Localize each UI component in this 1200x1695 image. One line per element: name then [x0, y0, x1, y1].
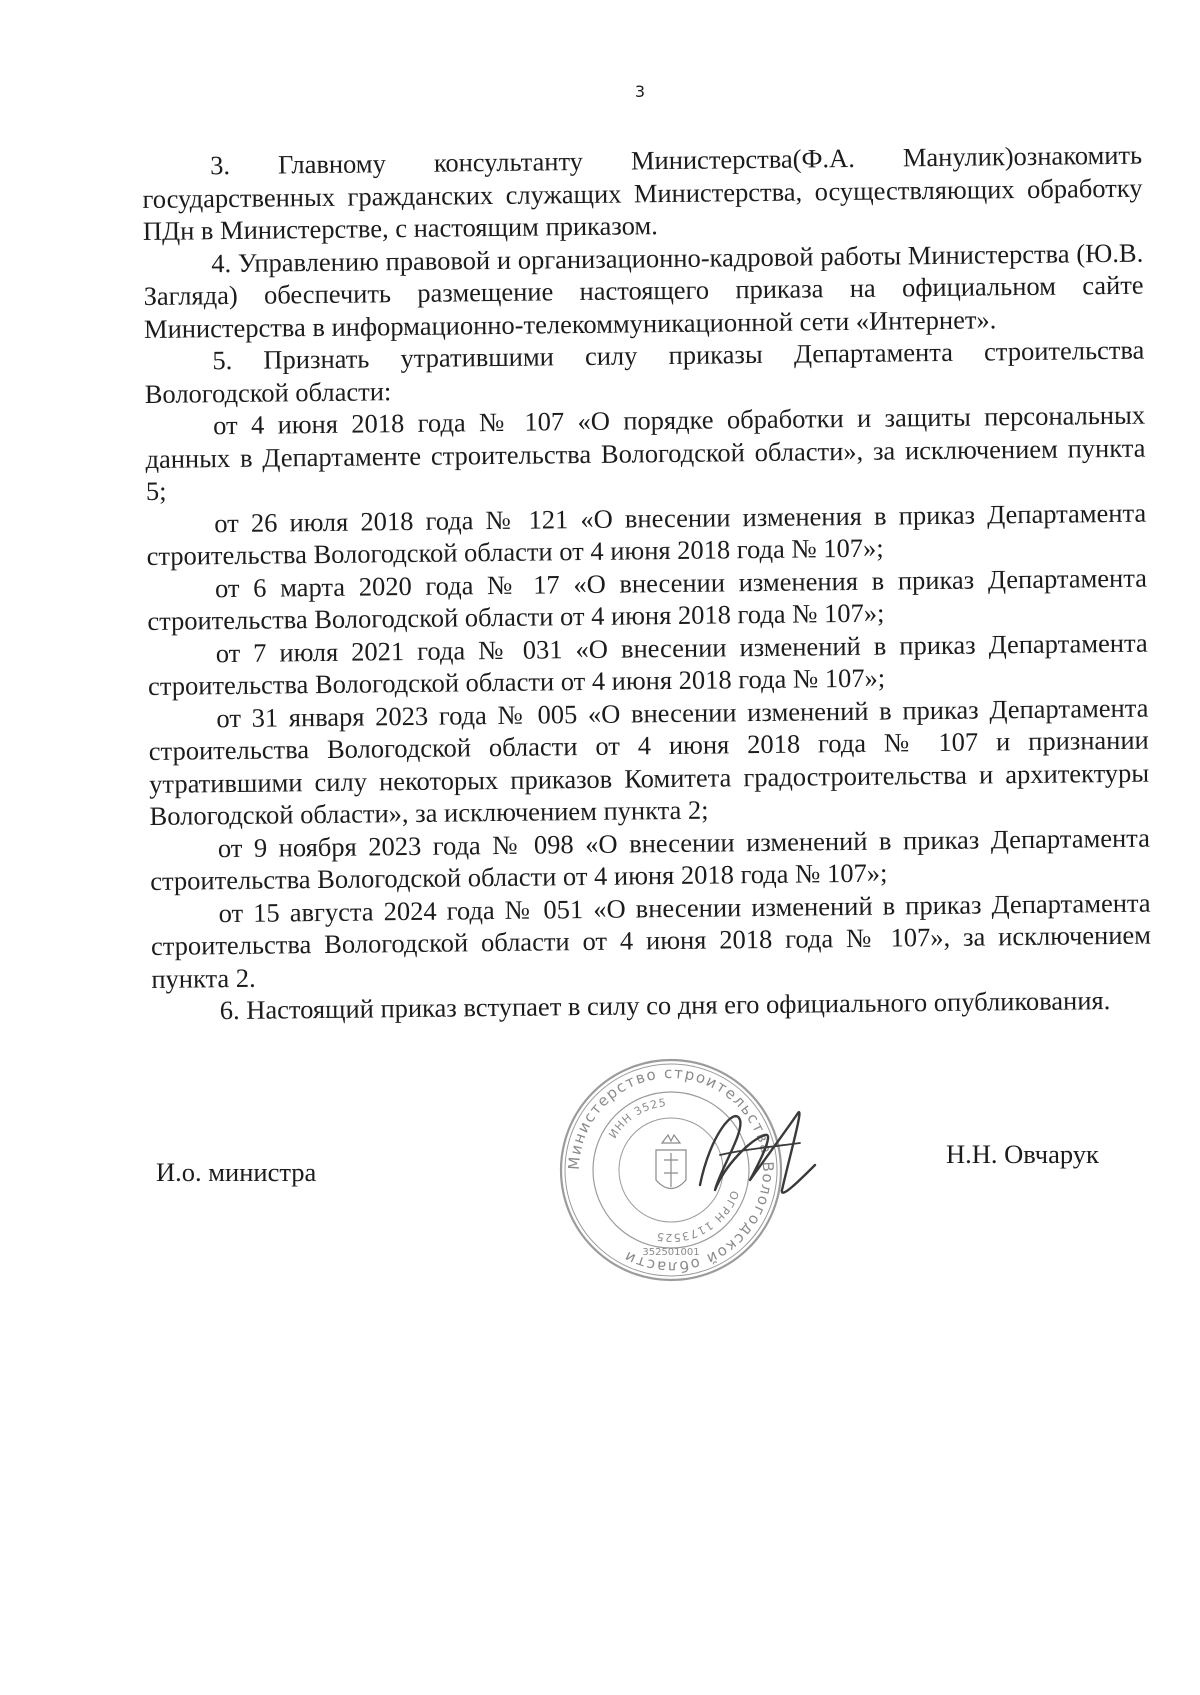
document-body [142, 139, 1152, 1028]
seal-code-text: 352501001 [642, 1247, 700, 1258]
repealed-order-2018-107: от 4 июня 2018 года № 107 «О порядке обработки и защиты персональных данных в Департаменте строительства Вологодской области», за исключением пункта 5; [145, 399, 1146, 506]
paragraph-item-6: 6. Настоящий приказ вступает в силу со дня его официального опубликования. [219, 985, 1111, 1026]
handwritten-signature [680, 1095, 830, 1215]
paragraph-item-5: 5. Признать утратившими силу приказы Департамента строительства Вологодской области: [144, 334, 1145, 409]
repealed-order-2024-051: от 15 августа 2024 года № 051 «О внесении изменений в приказ Департамента строительства Вологодской области от 4 июня 2018 года № 107», за исключением пункта 2. [150, 887, 1152, 994]
coat-of-arms-icon [656, 1135, 686, 1189]
signatory-name: Н.Н. Овчарук [946, 1139, 1099, 1169]
official-seal [556, 1055, 786, 1285]
repealed-order-2023-098: от 9 ноября 2023 года № 098 «О внесении изменений в приказ Департамента строительства Вологодской области от 4 июня 2018 года № 107»; [150, 822, 1151, 896]
seal-inner-text: ИНН 3525 [606, 1096, 668, 1141]
paragraph-item-3: 3. Главному консультанту Министерства(Ф.А. Манулик)ознакомить государственных гражданских служащих Министерства, осуществляющих обработку ПДн в Министерстве, с настоящим приказом. [142, 139, 1143, 246]
repealed-order-2018-121: от 26 июля 2018 года № 121 «О внесении изменения в приказ Департамента строительства Вологодской области от 4 июня 2018 года № 107»; [146, 497, 1147, 571]
paragraph-item-4: 4. Управлению правовой и организационно-кадровой работы Министерства (Ю.В. Загляда) обеспечить размещение настоящего приказа на официальном сайте Министерства в информационно-телекоммуникационной сети «Интернет». [143, 237, 1144, 344]
page-number: 3 [634, 82, 646, 101]
seal-bottom-text: ОГРН 1173525 [654, 1188, 742, 1245]
signatory-title: И.о. министра [156, 1157, 317, 1187]
seal-ring-text: Министерство строительства Вологодской области [564, 1063, 778, 1277]
repealed-order-2020-17: от 6 марта 2020 года № 17 «О внесении изменения в приказ Департамента строительства Вологодской области от 4 июня 2018 года № 107»; [147, 562, 1148, 636]
repealed-order-2021-031: от 7 июля 2021 года № 031 «О внесении изменений в приказ Департамента строительства Вологодской области от 4 июня 2018 года № 107»; [147, 627, 1148, 701]
repealed-order-2023-005: от 31 января 2023 года № 005 «О внесении изменений в приказ Департамента строительства Вологодской области от 4 июня 2018 года № 107 и признании утратившими силу некоторых приказов Комитета градостроительства и архитектуры Вологодской области», за исключением пункта 2; [148, 692, 1150, 831]
